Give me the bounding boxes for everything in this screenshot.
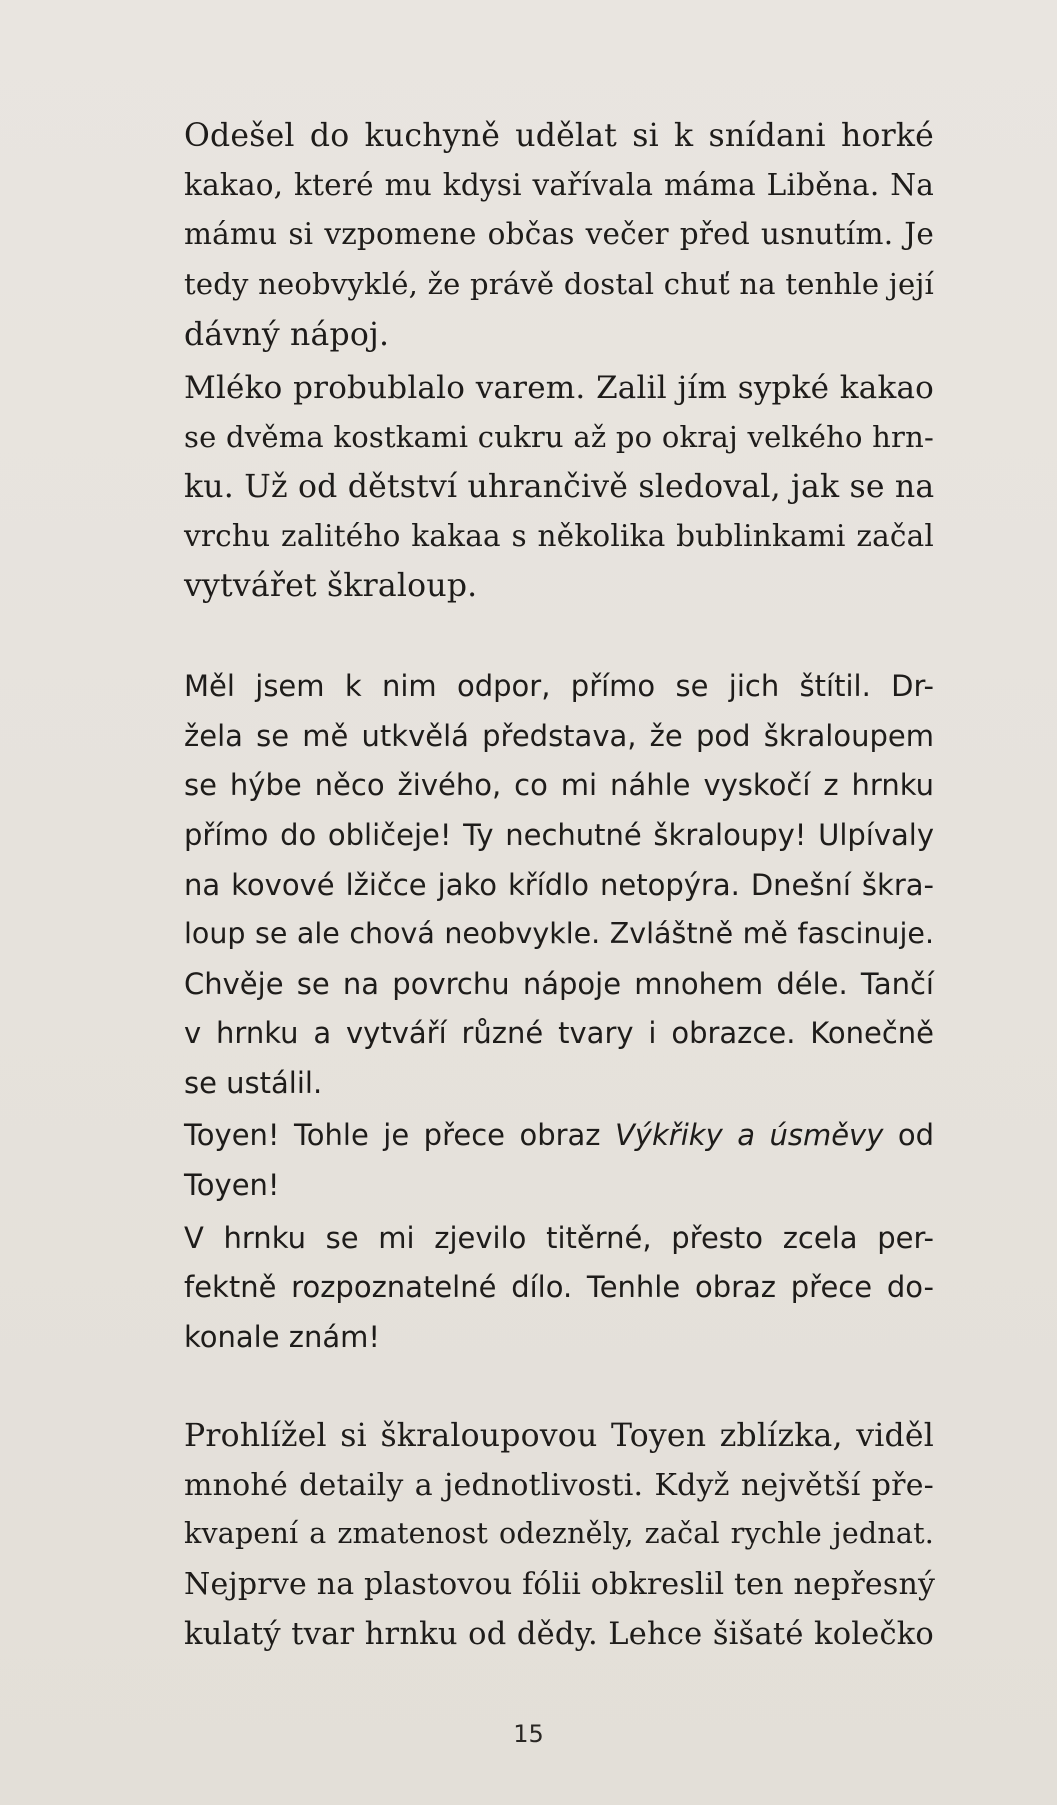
- artwork-title: Výkřiky a úsměvy: [615, 1118, 884, 1152]
- text-line: se ustálil.: [184, 1066, 323, 1100]
- text-line: ku. Už od dětství uhrančivě sledoval, jak se na: [184, 469, 935, 505]
- text-line: se dvěma kostkami cukru až po okraj velkého hrn-: [184, 420, 934, 454]
- text-line: Mléko probublalo varem. Zalil jím sypké kakao: [184, 370, 934, 406]
- text-line: Nejprve na plastovou fólii obkreslil ten nepřesný: [184, 1567, 936, 1602]
- text-line: konale znám!: [184, 1320, 381, 1354]
- text-line: Toyen!: [184, 1168, 280, 1202]
- page-number: 15: [513, 1720, 544, 1748]
- text-line: vrchu zalitého kakaa s několika bublinkami začal: [184, 519, 934, 553]
- text-line: kulatý tvar hrnku od dědy. Lehce šišaté kolečko: [184, 1617, 934, 1652]
- text-line: V hrnku se mi zjevilo titěrné, přesto zcela per-: [184, 1221, 934, 1255]
- text-line: přímo do obličeje! Ty nechutné škraloupy! Ulpívaly: [184, 818, 934, 852]
- text-line: na kovové lžičce jako křídlo netopýra. Dnešní škra-: [184, 868, 934, 902]
- text-line: mámu si vzpomene občas večer před usnutím. Je: [184, 217, 934, 251]
- text-line: tedy neobvyklé, že právě dostal chuť na tenhle její: [184, 267, 934, 301]
- text-line: v hrnku a vytváří různé tvary i obrazce. Konečně: [184, 1016, 934, 1050]
- text-line: Prohlížel si škraloupovou Toyen zblízka, viděl: [184, 1418, 934, 1454]
- text-line: se hýbe něco živého, co mi náhle vyskočí z hrnku: [184, 768, 934, 802]
- text-line: dávný nápoj.: [184, 317, 390, 353]
- text-line: vytvářet škraloup.: [184, 568, 478, 604]
- text-line: Měl jsem k nim odpor, přímo se jich štítil. Dr-: [184, 669, 934, 703]
- text-line: mnohé detaily a jednotlivosti. Když největší pře-: [184, 1468, 934, 1503]
- text-line: kvapení a zmatenost odezněly, začal rychle jednat.: [184, 1517, 934, 1550]
- text-line: Chvěje se na povrchu nápoje mnohem déle. Tančí: [184, 967, 934, 1001]
- text-line: loup se ale chová neobvykle. Zvláštně mě fascinuje.: [184, 917, 934, 950]
- text-fragment: od: [883, 1118, 934, 1152]
- text-line: žela se mě utkvělá představa, že pod škraloupem: [184, 719, 934, 753]
- text-line: fektně rozpoznatelné dílo. Tenhle obraz přece do-: [184, 1270, 934, 1304]
- text-fragment: Toyen! Tohle je přece obraz: [184, 1118, 616, 1152]
- text-line: Odešel do kuchyně udělat si k snídani horké: [184, 118, 934, 154]
- text-line: kakao, které mu kdysi vařívala máma Liběna. Na: [184, 168, 934, 202]
- text-line: [184, 1118, 934, 1152]
